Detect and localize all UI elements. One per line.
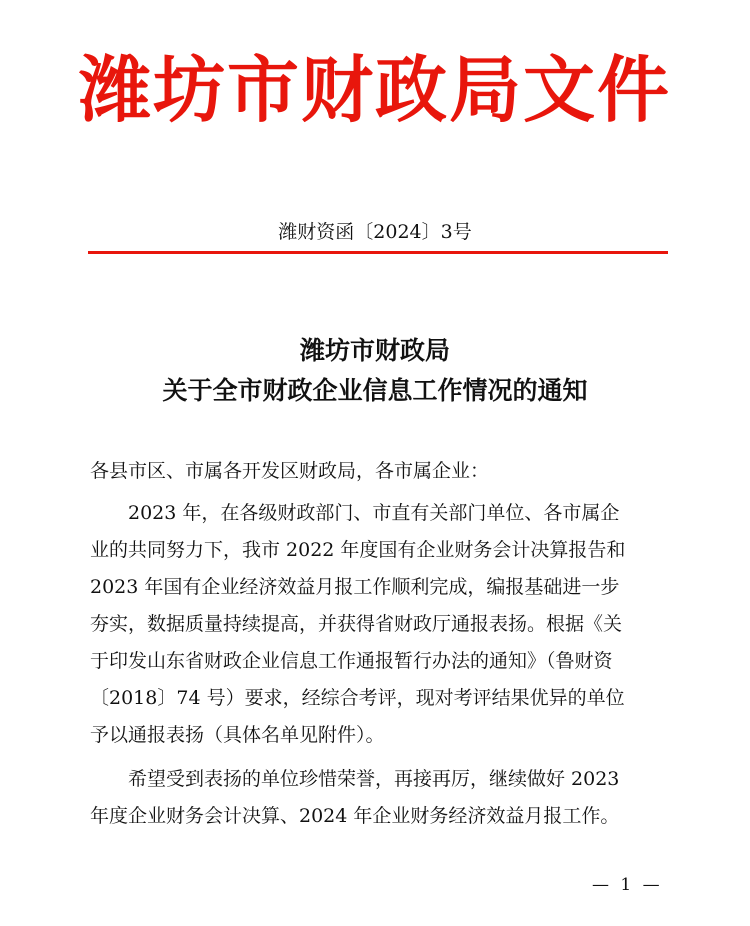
paragraph-line: 〔2018〕74 号）要求，经综合考评，现对考评结果优异的单位 [90,687,625,709]
title-line-2: 关于全市财政企业信息工作情况的通知 [162,376,588,405]
title-line-1: 潍坊市财政局 [299,336,450,365]
paragraph-line: 希望受到表扬的单位珍惜荣誉，再接再厉，继续做好 2023 [128,768,620,790]
paragraph-line: 予以通报表扬（具体名单见附件）。 [90,724,385,746]
document-masthead: 潍坊市财政局文件 [78,47,671,132]
paragraph-line: 年度企业财务会计决算、2024 年企业财务经济效益月报工作。 [90,805,620,827]
document-number: 潍财资函〔2024〕3号 [278,221,472,243]
page-number: — 1 — [592,875,663,895]
paragraph-line: 于印发山东省财政企业信息工作通报暂行办法的通知》（鲁财资 [90,650,613,672]
paragraph-line: 2023 年，在各级财政部门、市直有关部门单位、各市属企 [128,502,620,524]
salutation: 各县市区、市属各开发区财政局，各市属企业： [90,460,490,482]
paragraph-line: 夯实，数据质量持续提高，并获得省财政厅通报表扬。根据《关 [90,613,623,635]
red-separator-line [88,251,668,254]
paragraph-line: 2023 年国有企业经济效益月报工作顺利完成，编报基础进一步 [90,576,620,598]
paragraph-line: 业的共同努力下，我市 2022 年度国有企业财务会计决算报告和 [90,539,626,561]
